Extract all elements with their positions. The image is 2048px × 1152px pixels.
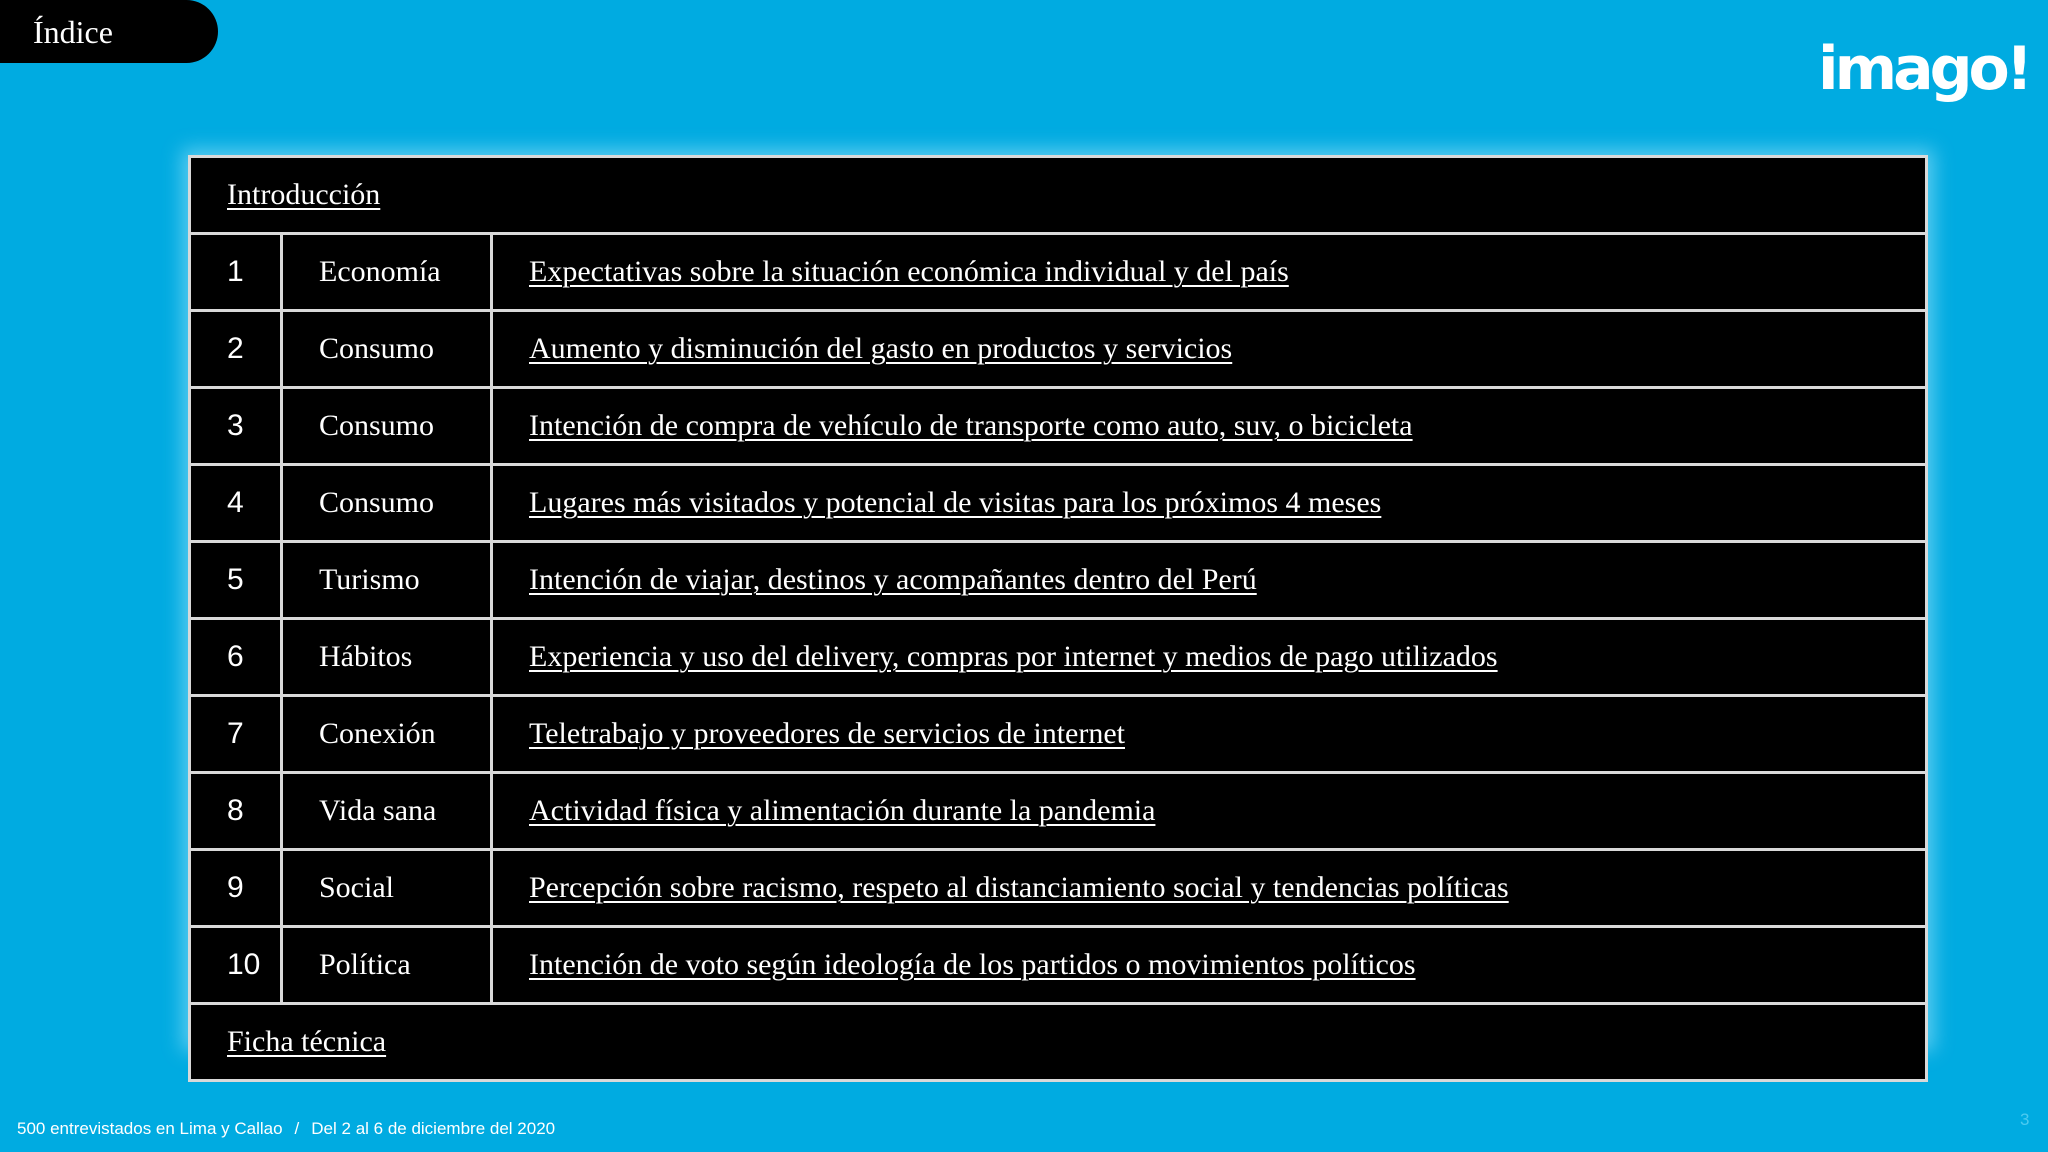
- table-row: [190, 542, 1927, 619]
- row-topic-link[interactable]: Intención de viajar, destinos y acompañantes dentro del Perú: [529, 563, 1257, 596]
- ficha-tecnica-link[interactable]: Ficha técnica: [227, 1025, 387, 1058]
- logo-text: imago!: [1818, 34, 2030, 104]
- row-number: 5: [190, 542, 282, 619]
- index-table: [188, 155, 1928, 1082]
- table-row: [190, 850, 1927, 927]
- row-topic-link[interactable]: Percepción sobre racismo, respeto al distanciamiento social y tendencias políticas: [529, 871, 1509, 904]
- row-category: Conexión: [282, 696, 492, 773]
- row-category: Consumo: [282, 465, 492, 542]
- page-title: Índice: [33, 14, 113, 50]
- footer-sample: 500 entrevistados en Lima y Callao: [17, 1119, 283, 1138]
- table-row: [190, 619, 1927, 696]
- row-topic-cell: [492, 542, 1927, 619]
- row-topic-cell: [492, 311, 1927, 388]
- footer-dates: Del 2 al 6 de diciembre del 2020: [311, 1119, 556, 1138]
- row-category: Consumo: [282, 388, 492, 465]
- section-title-badge: [0, 0, 218, 63]
- table-row: [190, 927, 1927, 1004]
- footer-separator: /: [294, 1119, 300, 1138]
- row-category: Social: [282, 850, 492, 927]
- row-category: Vida sana: [282, 773, 492, 850]
- row-topic-link[interactable]: Expectativas sobre la situación económica individual y del país: [529, 255, 1289, 288]
- table-row: [190, 773, 1927, 850]
- row-number: 8: [190, 773, 282, 850]
- row-topic-cell: [492, 927, 1927, 1004]
- intro-link[interactable]: Introducción: [227, 178, 381, 211]
- row-number: 4: [190, 465, 282, 542]
- table-row: [190, 388, 1927, 465]
- row-topic-cell: [492, 619, 1927, 696]
- index-table-container: [188, 155, 1928, 1058]
- row-number: 7: [190, 696, 282, 773]
- row-topic-link[interactable]: Teletrabajo y proveedores de servicios de internet: [529, 717, 1125, 750]
- table-row: [190, 465, 1927, 542]
- footer-note: [17, 1118, 555, 1140]
- row-category: Política: [282, 927, 492, 1004]
- closing-row: [190, 1004, 1927, 1081]
- row-topic-link[interactable]: Actividad física y alimentación durante la pandemia: [529, 794, 1156, 827]
- row-topic-cell: [492, 850, 1927, 927]
- intro-row: [190, 157, 1927, 234]
- row-number: 1: [190, 234, 282, 311]
- row-category: Hábitos: [282, 619, 492, 696]
- row-number: 9: [190, 850, 282, 927]
- row-category: Turismo: [282, 542, 492, 619]
- intro-cell: [190, 157, 1927, 234]
- row-topic-cell: [492, 465, 1927, 542]
- table-row: [190, 234, 1927, 311]
- imago-logo: [1818, 16, 2030, 108]
- table-row: [190, 311, 1927, 388]
- row-number: 3: [190, 388, 282, 465]
- row-topic-link[interactable]: Intención de voto según ideología de los partidos o movimientos políticos: [529, 948, 1416, 981]
- row-topic-cell: [492, 773, 1927, 850]
- table-row: [190, 696, 1927, 773]
- row-topic-cell: [492, 234, 1927, 311]
- row-number: 6: [190, 619, 282, 696]
- row-topic-link[interactable]: Intención de compra de vehículo de transporte como auto, suv, o bicicleta: [529, 409, 1413, 442]
- row-category: Consumo: [282, 311, 492, 388]
- row-topic-link[interactable]: Aumento y disminución del gasto en productos y servicios: [529, 332, 1233, 365]
- row-topic-cell: [492, 388, 1927, 465]
- row-number: 2: [190, 311, 282, 388]
- row-number: 10: [190, 927, 282, 1004]
- row-topic-link[interactable]: Experiencia y uso del delivery, compras por internet y medios de pago utilizados: [529, 640, 1498, 673]
- row-topic-link[interactable]: Lugares más visitados y potencial de visitas para los próximos 4 meses: [529, 486, 1382, 519]
- closing-cell: [190, 1004, 1927, 1081]
- row-category: Economía: [282, 234, 492, 311]
- page-number: 3: [2020, 1110, 2030, 1129]
- row-topic-cell: [492, 696, 1927, 773]
